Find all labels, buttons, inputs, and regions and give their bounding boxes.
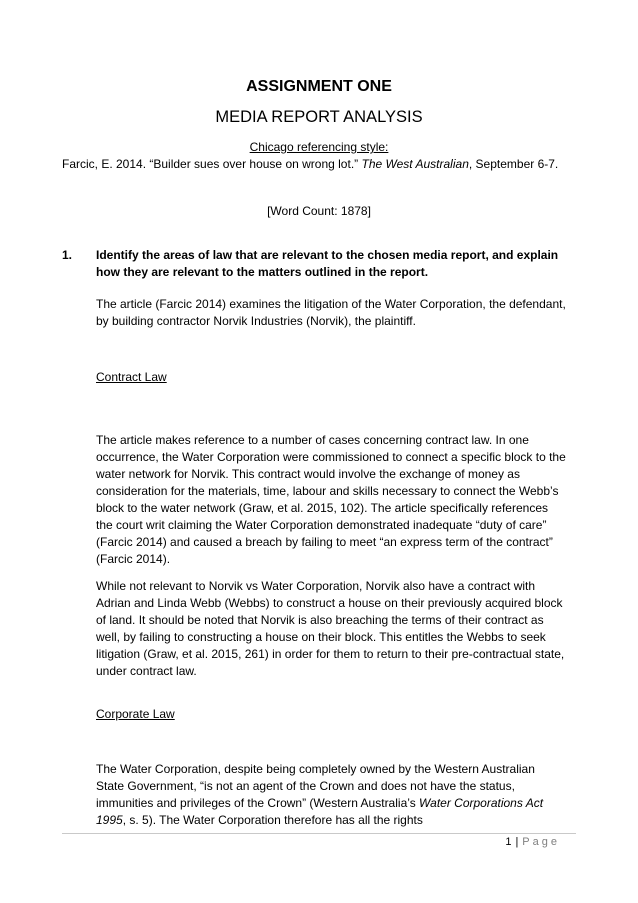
footer-divider	[62, 833, 576, 834]
report-subtitle: MEDIA REPORT ANALYSIS	[215, 108, 423, 126]
footer-separator: |	[515, 836, 519, 848]
question-1	[62, 247, 582, 281]
corporate-text-b: , s. 5). The Water Corporation therefore has all the rights	[122, 813, 423, 827]
contract-paragraph-1: The article makes reference to a number of cases concerning contract law. In one occurrence, the Water Corporation were commissioned to connect a specific block to the water network for Norvik. This contract would involve the exchange of money as consideration for the materials, time, labour and skills necessary to connect the Webb’s block to the water network (Graw, et al. 2015, 102). The article specifically references the court writ claiming the Water Corporation demonstrated inadequate “duty of care” (Farcic 2014) and caused a breach by failing to meet “an express term of the contract” (Farcic 2014).	[96, 433, 566, 566]
question-text: Identify the areas of law that are relevant to the chosen media report, and explain how they are relevant to the matters outlined in the report.	[96, 248, 559, 279]
act-name: Water Corporations Act 1995	[96, 796, 544, 827]
corporate-paragraph-1	[96, 761, 566, 829]
corporate-text-a: The Water Corporation, despite being completely owned by the Western Australian State Government, “is not an agent of the Crown and does not have the status, immunities and privileges of the Crown” (Western Australia’s	[96, 762, 535, 810]
page-number: 1	[505, 836, 512, 848]
page-label: Page	[522, 836, 560, 848]
intro-paragraph: The article (Farcic 2014) examines the litigation of the Water Corporation, the defendant, by building contractor Norvik Industries (Norvik), the plaintiff.	[96, 297, 566, 328]
assignment-title: ASSIGNMENT ONE	[246, 78, 392, 95]
citation-source: The West Australian	[361, 157, 469, 171]
contract-law-heading: Contract Law	[96, 370, 167, 384]
word-count: [Word Count: 1878]	[267, 204, 371, 218]
contract-paragraph-2: While not relevant to Norvik vs Water Corporation, Norvik also have a contract with Adrian and Linda Webb (Webbs) to construct a house on their previously acquired block of land. It should be noted that Norvik is also breaching the terms of their contract as well, by failing to constructing a house on their block. This entitles the Webbs to seek litigation (Graw, et al. 2015, 261) in order for them to return to their pre-contractual state, under contract law.	[96, 579, 565, 678]
citation-date: , September 6-7.	[468, 157, 559, 171]
citation	[62, 156, 582, 172]
page-footer	[505, 836, 560, 848]
question-number: 1.	[62, 248, 73, 262]
corporate-law-heading: Corporate Law	[96, 707, 175, 721]
referencing-style-label: Chicago referencing style:	[249, 140, 389, 154]
citation-text: Farcic, E. 2014. “Builder sues over house on wrong lot.”	[62, 157, 362, 171]
